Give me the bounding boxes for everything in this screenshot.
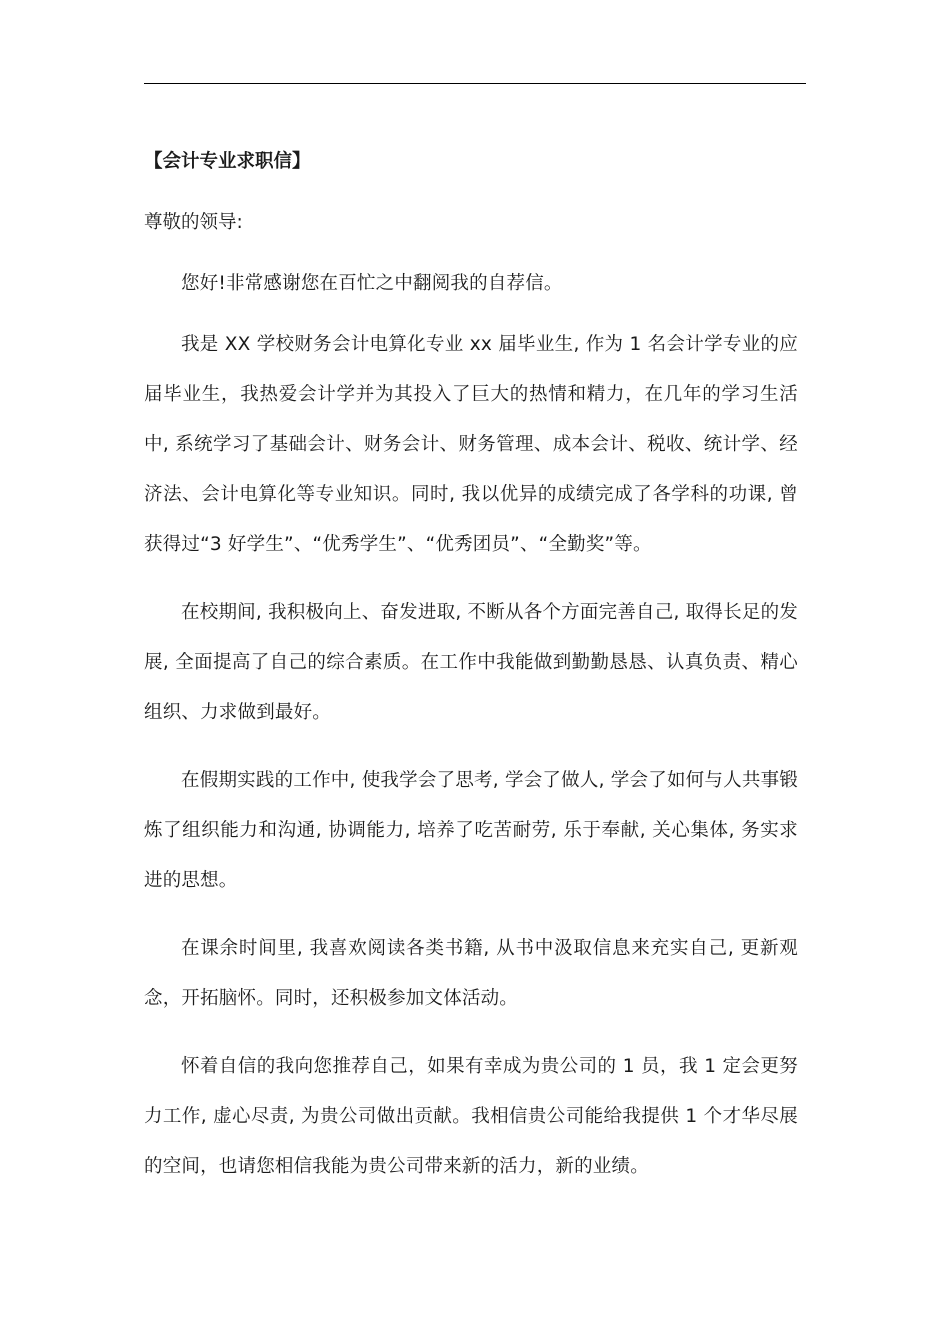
- paragraph-education: 我是 XX 学校财务会计电算化专业 xx 届毕业生, 作为 1 名会计学专业的应届毕业生，我热爱会计学并为其投入了巨大的热情和精力，在几年的学习生活中, 系统学习了基础会计、财务会计、财务管理、成本会计、税收、统计学、经济法、会计电算化等专业知识。同时, 我以优异的成绩完成了各学科的功课, 曾获得过“3 好学生”、“优秀学生”、“优秀团员”、“全勤奖”等。: [144, 334, 798, 555]
- salutation: 尊敬的领导:: [144, 212, 243, 233]
- paragraph-practice: 在假期实践的工作中, 使我学会了思考, 学会了做人, 学会了如何与人共事锻炼了组织能力和沟通, 协调能力, 培养了吃苦耐劳, 乐于奉献, 关心集体, 务实求进的思想。: [144, 770, 798, 891]
- header-rule: [144, 83, 806, 84]
- paragraph-hobbies: 在课余时间里, 我喜欢阅读各类书籍, 从书中汲取信息来充实自己, 更新观念，开拓脑怀。同时，还积极参加文体活动。: [144, 938, 798, 1009]
- paragraph-greeting: 您好!非常感谢您在百忙之中翻阅我的自荐信。: [181, 273, 563, 294]
- letter-body: [144, 146, 798, 1192]
- paragraph-closing: 怀着自信的我向您推荐自己，如果有幸成为贵公司的 1 员，我 1 定会更努力工作, 虚心尽责, 为贵公司做出贡献。我相信贵公司能给我提供 1 个才华尽展的空间，也请您相信我能为贵公司带来新的活力，新的业绩。: [144, 1056, 798, 1177]
- paragraph-campus: 在校期间, 我积极向上、奋发进取, 不断从各个方面完善自己, 取得长足的发展, 全面提高了自己的综合素质。在工作中我能做到勤勤恳恳、认真负责、精心组织、力求做到最好。: [144, 602, 798, 723]
- page-title: 【会计专业求职信】: [144, 151, 311, 172]
